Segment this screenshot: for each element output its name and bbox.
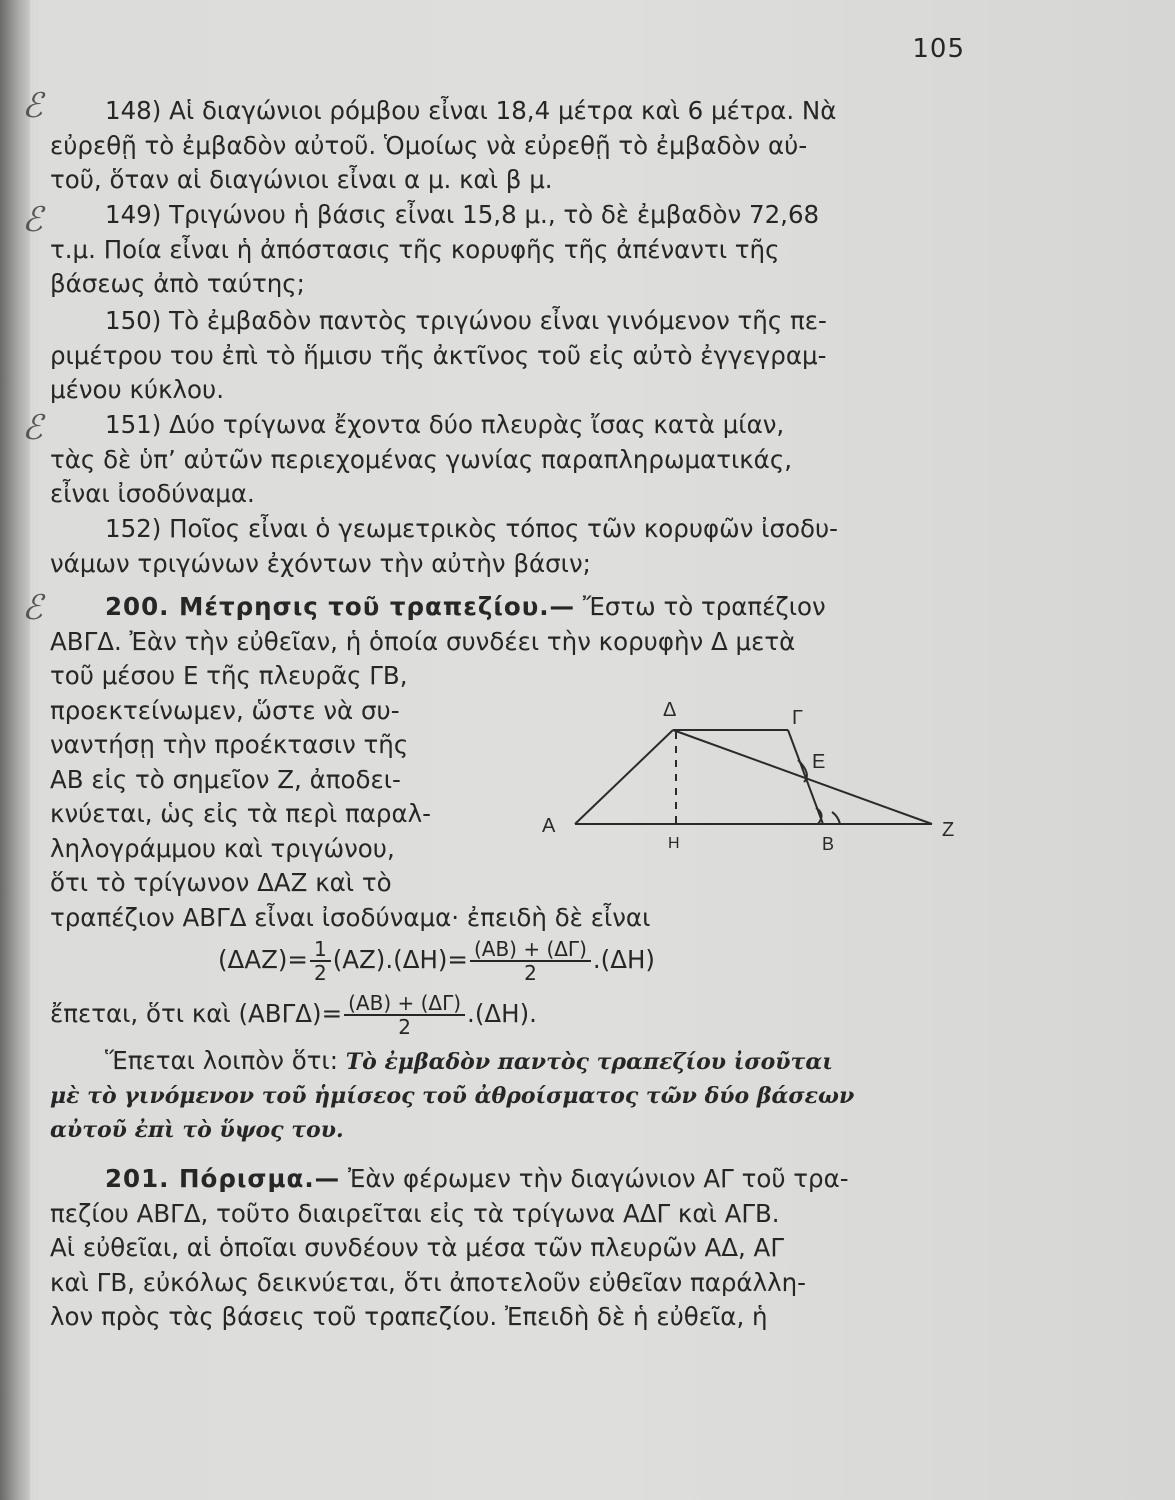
handwritten-mark-200: ℰ bbox=[22, 588, 43, 628]
text-line: νάμων τριγώνων ἐχόντων τὴν αὐτὴν βάσιν; bbox=[50, 548, 591, 578]
text-line: τ.μ. Ποία εἶναι ἡ ἀπόστασις τῆς κορυφῆς τῆς ἀπέναντι τῆς bbox=[50, 234, 780, 264]
angle-mark-B2 bbox=[832, 812, 840, 824]
text-line: ριμέτρου του ἐπὶ τὸ ἥμισυ τῆς ἀκτῖνος τοῦ εἰς αὐτὸ ἐγγεγραμ- bbox=[50, 340, 827, 370]
text-line: ΑΒΓΔ. Ἐὰν τὴν εὐθεῖαν, ἡ ὁποία συνδέει τὴν κορυφὴν Δ μετὰ bbox=[50, 626, 796, 656]
formula-middle: (ΑΖ).(ΔΗ)= bbox=[332, 945, 468, 974]
section-200-heading: 200. Μέτρησις τοῦ τραπεζίου.— bbox=[105, 592, 576, 621]
label-E: Ε bbox=[812, 751, 826, 773]
text-line: τοῦ, ὅταν αἱ διαγώνιοι εἶναι α μ. καὶ β μ. bbox=[50, 165, 553, 194]
handwritten-mark-148: ℰ bbox=[22, 86, 43, 126]
text-line: 151) Δύο τρίγωνα ἔχοντα δύο πλευρὰς ἴσας κατὰ μίαν, bbox=[105, 410, 785, 439]
text-line: κνύεται, ὡς εἰς τὰ περὶ παραλ- bbox=[50, 799, 431, 828]
section-201-intro: Ἐὰν φέρωμεν τὴν διαγώνιον ΑΓ τοῦ τρα- bbox=[347, 1164, 849, 1193]
formula-area-trapezoid bbox=[50, 992, 537, 1038]
text-line bbox=[50, 1044, 970, 1079]
text-line: λον πρὸς τὰς βάσεις τοῦ τραπεζίου. Ἐπειδὴ δὲ ἡ εὐθεῖα, ἡ bbox=[50, 1302, 768, 1331]
section-200-intro: Ἔστω τὸ τραπέζιον bbox=[582, 592, 826, 621]
text-line: 152) Ποῖος εἶναι ὁ γεωμετρικὸς τόπος τῶν κορυφῶν ἰσοδυ- bbox=[105, 514, 838, 543]
text-line: 149) Τριγώνου ἡ βάσις εἶναι 15,8 μ., τὸ δὲ ἐμβαδὸν 72,68 bbox=[105, 200, 820, 229]
text-line: ληλογράμμου καὶ τριγώνου, bbox=[50, 833, 395, 863]
trapezoid-figure bbox=[530, 690, 970, 860]
fraction-numerator: (ΑΒ) + (ΔΓ) bbox=[470, 938, 591, 962]
text-line: εἶναι ἰσοδύναμα. bbox=[50, 479, 255, 508]
text-line: τοῦ μέσου Ε τῆς πλευρᾶς ΓΒ, bbox=[50, 661, 408, 690]
fraction-numerator: 1 bbox=[310, 938, 331, 962]
text-line: ΑΒ εἰς τὸ σημεῖον Ζ, ἀποδει- bbox=[50, 764, 401, 794]
formula-lhs: (ΔΑΖ)= bbox=[218, 945, 308, 974]
text-line: τὰς δὲ ὑπ’ αὐτῶν περιεχομένας γωνίας παραπληρωματικάς, bbox=[50, 444, 792, 474]
label-B: Β bbox=[822, 834, 835, 854]
text-line: ὅτι τὸ τρίγωνον ΔΑΖ καὶ τὸ bbox=[50, 868, 392, 897]
text-line bbox=[50, 1162, 970, 1197]
line-DZ bbox=[673, 730, 932, 824]
handwritten-mark-149: ℰ bbox=[22, 200, 43, 240]
formula-end: .(ΔΗ) bbox=[592, 945, 655, 974]
text-line bbox=[50, 590, 970, 625]
text-line: βάσεως ἀπὸ ταύτης; bbox=[50, 269, 305, 298]
side-AD bbox=[575, 730, 673, 824]
angle-mark-B bbox=[816, 808, 822, 824]
formula-area-triangle bbox=[218, 938, 655, 984]
text-line: 148) Αἱ διαγώνιοι ρόμβου εἶναι 18,4 μέτρα καὶ 6 μέτρα. Νὰ bbox=[105, 96, 837, 125]
text-line: τραπέζιον ΑΒΓΔ εἶναι ἰσοδύναμα· ἐπειδὴ δὲ εἶναι bbox=[50, 902, 651, 932]
handwritten-mark-151: ℰ bbox=[22, 408, 43, 448]
fraction-denominator: 2 bbox=[398, 1015, 411, 1039]
fraction-denominator: 2 bbox=[524, 961, 537, 985]
text-line: Αἱ εὐθεῖαι, αἱ ὁποῖαι συνδέουν τὰ μέσα τῶν πλευρῶν ΑΔ, ΑΓ bbox=[50, 1233, 784, 1262]
conclusion-italic: Τὸ ἐμβαδὸν παντὸς τραπεζίου ἰσοῦται bbox=[345, 1049, 833, 1075]
section-200-narrow-text bbox=[50, 659, 480, 901]
exercise-151 bbox=[50, 408, 970, 512]
exercise-152 bbox=[50, 512, 970, 581]
text-line: 150) Τὸ ἐμβαδὸν παντὸς τριγώνου εἶναι γινόμενον τῆς πε- bbox=[105, 306, 827, 335]
text-line: ναντήσῃ τὴν προέκτασιν τῆς bbox=[50, 730, 409, 759]
section-201 bbox=[50, 1162, 970, 1335]
text-line: μένου κύκλου. bbox=[50, 375, 224, 404]
formula-lhs: ἔπεται, ὅτι καὶ (ΑΒΓΔ)= bbox=[50, 999, 343, 1028]
fraction-half bbox=[310, 938, 331, 984]
fraction-bases bbox=[470, 938, 591, 984]
page-number: 105 bbox=[912, 34, 965, 64]
text-line: προεκτείνωμεν, ὥστε νὰ συ- bbox=[50, 695, 400, 725]
label-H: Η bbox=[668, 835, 680, 852]
section-201-heading: 201. Πόρισμα.— bbox=[105, 1164, 341, 1193]
label-G: Γ bbox=[792, 707, 804, 729]
conclusion-lead: Ἕπεται λοιπὸν ὅτι: bbox=[105, 1046, 338, 1075]
text-line: καὶ ΓΒ, εὐκόλως δεικνύεται, ὅτι ἀποτελοῦν εὐθεῖαν παράλλη- bbox=[50, 1267, 806, 1297]
trapezoid-conclusion bbox=[50, 1044, 970, 1148]
text-line: αὐτοῦ ἐπὶ τὸ ὕψος του. bbox=[50, 1117, 344, 1143]
exercise-150 bbox=[50, 304, 970, 408]
fraction-bases bbox=[344, 992, 465, 1038]
formula-end: .(ΔΗ). bbox=[467, 999, 537, 1028]
exercise-148 bbox=[50, 94, 970, 198]
text-line: πεζίου ΑΒΓΔ, τοῦτο διαιρεῖται εἰς τὰ τρίγωνα ΑΔΓ καὶ ΑΓΒ. bbox=[50, 1198, 780, 1228]
fraction-denominator: 2 bbox=[313, 961, 327, 985]
label-Z: Ζ bbox=[942, 819, 955, 841]
fraction-numerator: (ΑΒ) + (ΔΓ) bbox=[344, 992, 465, 1016]
label-D: Δ bbox=[663, 699, 677, 721]
label-A: Α bbox=[542, 815, 556, 837]
text-line: μὲ τὸ γινόμενον τοῦ ἡμίσεος τοῦ ἀθροίσματος τῶν δύο βάσεων bbox=[50, 1082, 855, 1109]
text-line: εὐρεθῇ τὸ ἐμβαδὸν αὐτοῦ. Ὁμοίως νὰ εὐρεθῇ τὸ ἐμβαδὸν αὐ- bbox=[50, 130, 808, 160]
exercise-149 bbox=[50, 198, 970, 302]
